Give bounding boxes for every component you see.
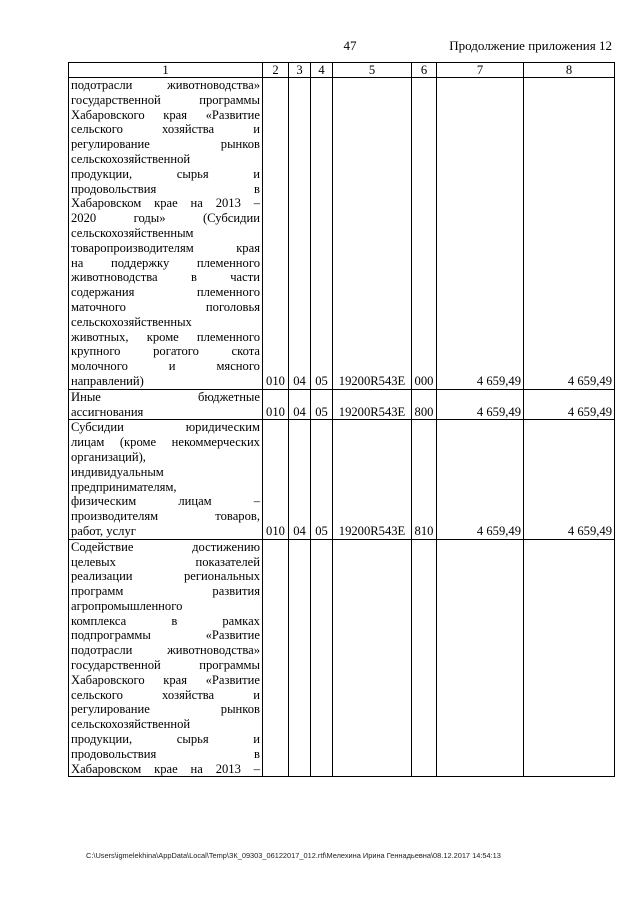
expense-name-line: продукции, сырья и (71, 732, 260, 747)
expense-name-cell (69, 389, 263, 420)
expense-name-cell (69, 539, 263, 777)
expense-name-line: комплекса в рамках (71, 613, 260, 628)
column-header: 1 (69, 63, 263, 78)
expense-name-line: 2020 годы» (Субсидии (71, 211, 260, 226)
page-number: 47 (343, 38, 357, 53)
column-header: 5 (333, 63, 412, 78)
amount-cell: 4 659,49 (524, 420, 615, 539)
amount-cell: 4 659,49 (437, 78, 524, 390)
expense-name-line: агропромышленного (71, 598, 183, 613)
expense-name-line: сельскохозяйственной (71, 717, 191, 732)
column-header: 7 (437, 63, 524, 78)
table-row (69, 539, 615, 777)
expense-name-line: программ развития (71, 584, 260, 599)
table-row (69, 389, 615, 420)
appendix-continuation-label: Продолжение приложения 12 (449, 38, 612, 53)
expense-name-line: животных, кроме племенного (71, 329, 260, 344)
target-article-cell (333, 539, 412, 777)
expense-name-line: производителям товаров, (71, 509, 260, 524)
column-header: 6 (412, 63, 437, 78)
expense-type-cell (412, 539, 437, 777)
expense-name-line: целевых показателей (71, 554, 260, 569)
expense-name-line: подотрасли животноводства» (71, 643, 260, 658)
expense-name-line: Хабаровского края «Развитие (71, 672, 260, 687)
grbs-cell: 010 (263, 78, 289, 390)
amount-cell: 4 659,49 (524, 78, 615, 390)
expense-name-line: Хабаровском крае на 2013 – (71, 196, 260, 211)
expense-name-line: на поддержку племенного (71, 255, 260, 270)
expense-name-line: сельского хозяйства и (71, 122, 260, 137)
amount-cell: 4 659,49 (437, 420, 524, 539)
expense-name-line: Хабаровского края «Развитие (71, 107, 260, 122)
expense-name-line: направлений) (71, 373, 144, 388)
expense-name-line: продукции, сырья и (71, 166, 260, 181)
expense-name-line: маточного поголовья (71, 299, 260, 314)
section-cell: 04 (289, 78, 311, 390)
expense-name-line: реализации региональных (71, 569, 260, 584)
expense-name-line: предпринимателям, (71, 479, 177, 494)
section-cell: 04 (289, 420, 311, 539)
expense-name-line: работ, услуг (71, 523, 136, 538)
subsection-cell: 05 (311, 420, 333, 539)
subsection-cell: 05 (311, 78, 333, 390)
expense-name-line: подотрасли животноводства» (71, 78, 260, 92)
table-header-row (69, 63, 615, 78)
column-header: 2 (263, 63, 289, 78)
expense-name-line: лицам (кроме некоммерческих (71, 435, 260, 450)
expense-name-line: продовольствия в (71, 746, 260, 761)
expense-name-line: сельскохозяйственным (71, 225, 194, 240)
grbs-cell (263, 539, 289, 777)
expense-name-line: подпрограммы «Развитие (71, 628, 260, 643)
grbs-cell: 010 (263, 389, 289, 420)
expense-name-line: сельскохозяйственной (71, 151, 191, 166)
expense-name-line: Хабаровском крае на 2013 – (71, 761, 260, 776)
expense-type-cell: 000 (412, 78, 437, 390)
expense-name-line: регулирование рынков (71, 702, 260, 717)
expense-name-line: государственной программы (71, 658, 260, 673)
subsection-cell (311, 539, 333, 777)
amount-cell (524, 539, 615, 777)
expense-name-line: государственной программы (71, 92, 260, 107)
expense-type-cell: 810 (412, 420, 437, 539)
column-header: 8 (524, 63, 615, 78)
column-header: 3 (289, 63, 311, 78)
expense-name-line: продовольствия в (71, 181, 260, 196)
expense-name-line: регулирование рынков (71, 137, 260, 152)
budget-table (68, 62, 615, 777)
subsection-cell: 05 (311, 389, 333, 420)
expense-name-line: ассигнования (71, 404, 144, 419)
grbs-cell: 010 (263, 420, 289, 539)
expense-name-line: Содействие достижению (71, 539, 260, 554)
expense-name-cell (69, 420, 263, 539)
target-article-cell: 19200R543E (333, 389, 412, 420)
section-cell: 04 (289, 389, 311, 420)
expense-name-line: сельскохозяйственных (71, 314, 192, 329)
expense-name-line: Иные бюджетные (71, 389, 260, 404)
expense-name-line: индивидуальным (71, 464, 164, 479)
expense-name-line: товаропроизводителям края (71, 240, 260, 255)
expense-name-line: сельского хозяйства и (71, 687, 260, 702)
expense-name-line: Субсидии юридическим (71, 420, 260, 435)
expense-name-line: животноводства в части (71, 270, 260, 285)
expense-name-line: молочного и мясного (71, 359, 260, 374)
expense-name-line: физическим лицам – (71, 494, 260, 509)
amount-cell: 4 659,49 (524, 389, 615, 420)
file-path-footer: C:\Users\igmelekhina\AppData\Local\Temp\ЗК_09303_06122017_012.rtf\Мелехина Ирина Геннадьевна\08.12.2017 14:54:13 (86, 851, 501, 860)
target-article-cell: 19200R543E (333, 78, 412, 390)
expense-name-line: организаций), (71, 449, 146, 464)
table-row (69, 420, 615, 539)
expense-name-cell (69, 78, 263, 390)
table-row (69, 78, 615, 390)
amount-cell: 4 659,49 (437, 389, 524, 420)
expense-name-line: крупного рогатого скота (71, 344, 260, 359)
amount-cell (437, 539, 524, 777)
column-header: 4 (311, 63, 333, 78)
expense-type-cell: 800 (412, 389, 437, 420)
expense-name-line: содержания племенного (71, 285, 260, 300)
target-article-cell: 19200R543E (333, 420, 412, 539)
section-cell (289, 539, 311, 777)
